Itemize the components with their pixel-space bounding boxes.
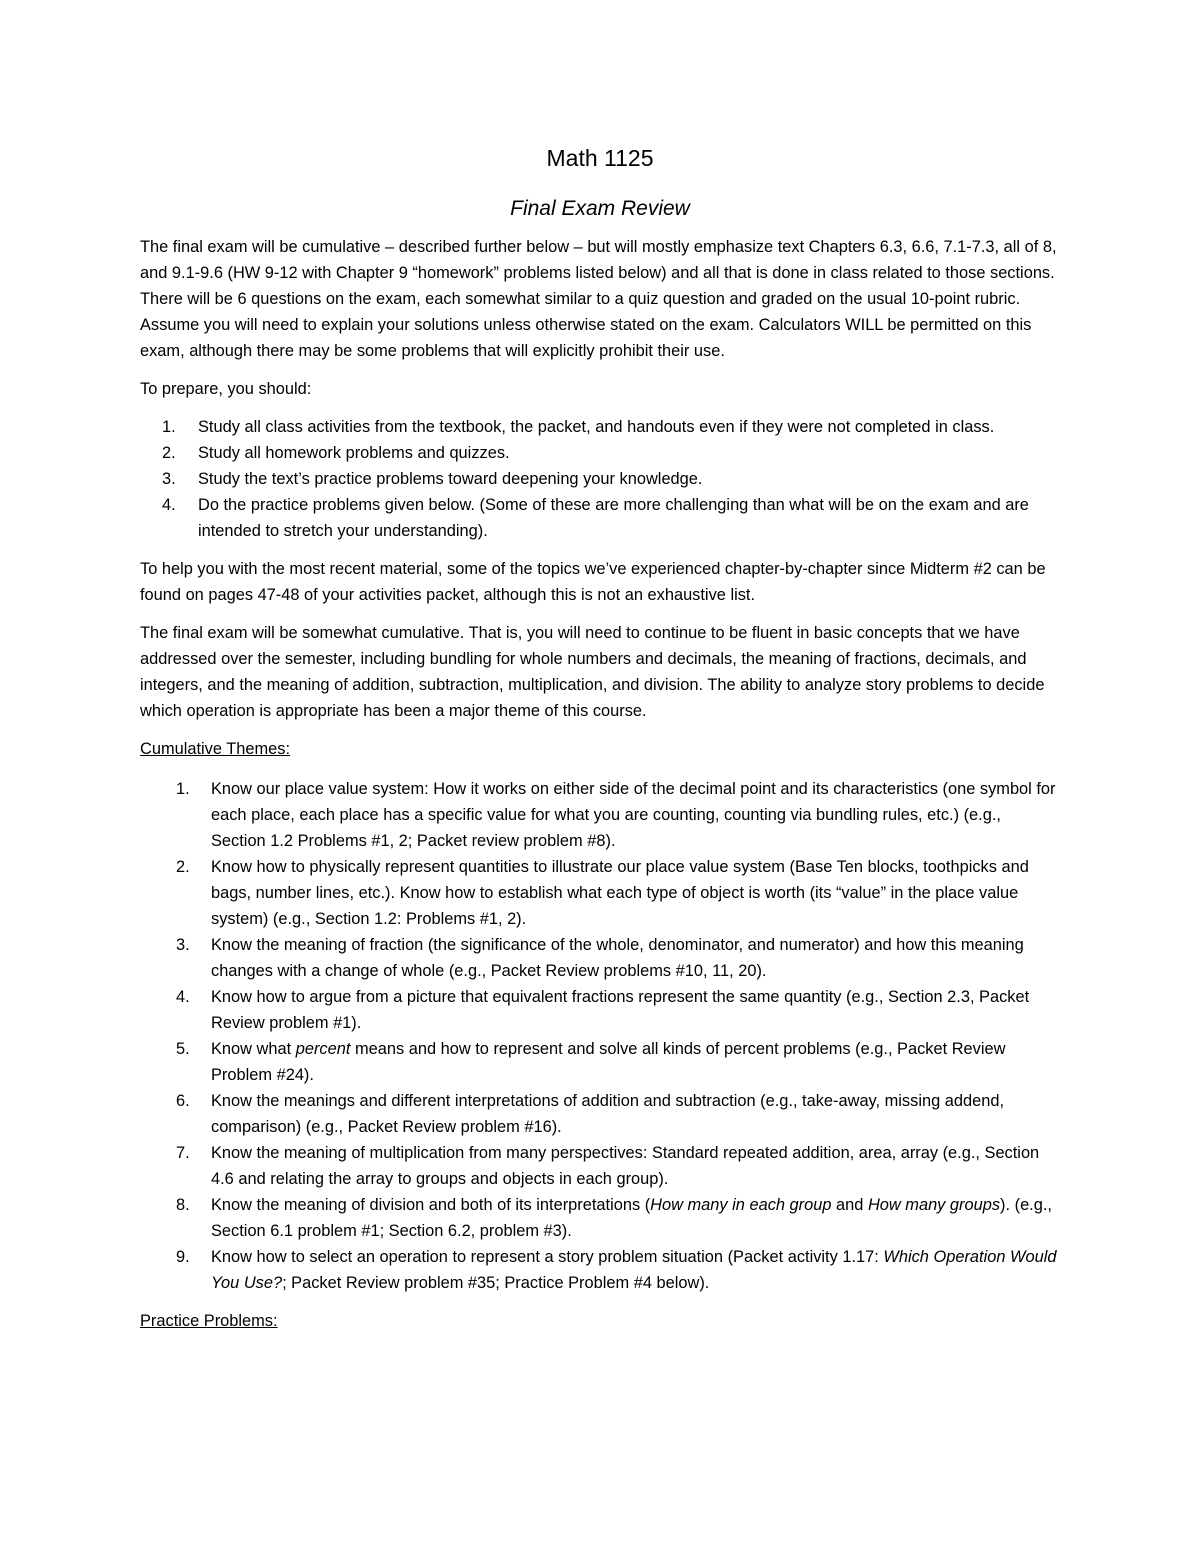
list-item xyxy=(140,1244,1060,1296)
list-item xyxy=(140,932,1060,984)
document-title: Math 1125 xyxy=(546,145,654,171)
list-number: 7. xyxy=(176,1144,190,1162)
list-number: 5. xyxy=(176,1040,190,1058)
themes-list xyxy=(140,776,1060,1296)
prepare-lead: To prepare, you should: xyxy=(140,380,312,398)
recent-material-paragraph: To help you with the most recent material, some of the topics we’ve experienced chapter-by-chapter since Midterm #2 can be found on pages 47-48 of your activities packet, although this is not an exhaustive list. xyxy=(140,560,1046,604)
list-text: ; Packet Review problem #35; Practice Problem #4 below). xyxy=(282,1274,710,1292)
list-text-italic: Which Operation Would You Use? xyxy=(211,1248,1057,1292)
cumulative-paragraph: The final exam will be somewhat cumulative. That is, you will need to continue to be fluent in basic concepts that we have addressed over the semester, including bundling for whole numbers and decimals, the meaning of fractions, decimals, and integers, and the meaning of addition, subtraction, multiplication, and division. The ability to analyze story problems to decide which operation is appropriate has been a major theme of this course. xyxy=(140,624,1045,720)
list-item xyxy=(140,1192,1060,1244)
list-number: 4. xyxy=(176,988,190,1006)
list-number: 9. xyxy=(176,1248,190,1266)
list-text: Know the meaning of division and both of its interpretations ( xyxy=(211,1196,651,1214)
list-text: Know the meaning of multiplication from many perspectives: Standard repeated addition, area, array (e.g., Section 4.6 and relating the array to groups and objects in each group). xyxy=(211,1144,1040,1188)
list-text: Study the text’s practice problems toward deepening your knowledge. xyxy=(198,470,703,488)
practice-problems-heading: Practice Problems: xyxy=(140,1312,278,1330)
list-item xyxy=(140,440,1060,466)
list-item xyxy=(140,466,1060,492)
intro-paragraph: The final exam will be cumulative – described further below – but will mostly emphasize text Chapters 6.3, 6.6, 7.1-7.3, all of 8, and 9.1-9.6 (HW 9-12 with Chapter 9 “homework” problems listed below) and all that is done in class related to those sections. There will be 6 questions on the exam, each somewhat similar to a quiz question and graded on the usual 10-point rubric. Assume you will need to explain your solutions unless otherwise stated on the exam. Calculators WILL be permitted on this exam, although there may be some problems that will explicitly prohibit their use. xyxy=(140,238,1057,360)
list-number: 4. xyxy=(162,496,176,514)
list-text: and xyxy=(831,1196,868,1214)
list-text: Know the meaning of fraction (the significance of the whole, denominator, and numerator) and how this meaning changes with a change of whole (e.g., Packet Review problems #10, 11, 20). xyxy=(211,936,1024,980)
list-number: 1. xyxy=(162,418,176,436)
list-number: 8. xyxy=(176,1196,190,1214)
list-number: 1. xyxy=(176,780,190,798)
list-text: Know our place value system: How it works on either side of the decimal point and its characteristics (one symbol for each place, each place has a specific value for what you are counting, counting via bundling rules, etc.) (e.g., Section 1.2 Problems #1, 2; Packet review problem #8). xyxy=(211,780,1056,850)
prepare-list xyxy=(140,414,1060,544)
list-text: Know the meanings and different interpretations of addition and subtraction (e.g., take-away, missing addend, comparison) (e.g., Packet Review problem #16). xyxy=(211,1092,1005,1136)
cumulative-themes-heading: Cumulative Themes: xyxy=(140,740,291,758)
list-number: 2. xyxy=(176,858,190,876)
list-number: 3. xyxy=(176,936,190,954)
list-text: Know how to select an operation to represent a story problem situation (Packet activity 1.17: xyxy=(211,1248,884,1266)
list-item xyxy=(140,1140,1060,1192)
list-text-italic: How many groups xyxy=(867,1196,1001,1214)
list-text: Know what xyxy=(211,1040,296,1058)
list-text: Do the practice problems given below. (Some of these are more challenging than what will be on the exam and are intended to stretch your understanding). xyxy=(198,496,1029,540)
list-item xyxy=(140,854,1060,932)
list-item xyxy=(140,1088,1060,1140)
list-text: means and how to represent and solve all kinds of percent problems (e.g., Packet Review Problem #24). xyxy=(211,1040,1006,1084)
list-text: Study all class activities from the textbook, the packet, and handouts even if they were not completed in class. xyxy=(198,418,995,436)
list-item xyxy=(140,776,1060,854)
list-text: Study all homework problems and quizzes. xyxy=(198,444,510,462)
list-text-italic: percent xyxy=(295,1040,351,1058)
list-item xyxy=(140,984,1060,1036)
list-item xyxy=(140,1036,1060,1088)
list-text: ). (e.g., Section 6.1 problem #1; Section 6.2, problem #3). xyxy=(211,1196,1052,1240)
list-number: 2. xyxy=(162,444,176,462)
list-text-italic: How many in each group xyxy=(650,1196,832,1214)
document-subtitle: Final Exam Review xyxy=(510,197,690,220)
list-item xyxy=(140,414,1060,440)
list-number: 3. xyxy=(162,470,176,488)
list-item xyxy=(140,492,1060,544)
list-text: Know how to physically represent quantities to illustrate our place value system (Base Ten blocks, toothpicks and bags, number lines, etc.). Know how to establish what each type of object is worth (its “value” in the place value system) (e.g., Section 1.2: Problems #1, 2). xyxy=(211,858,1029,928)
list-text: Know how to argue from a picture that equivalent fractions represent the same quantity (e.g., Section 2.3, Packet Review problem #1). xyxy=(211,988,1030,1032)
list-number: 6. xyxy=(176,1092,190,1110)
